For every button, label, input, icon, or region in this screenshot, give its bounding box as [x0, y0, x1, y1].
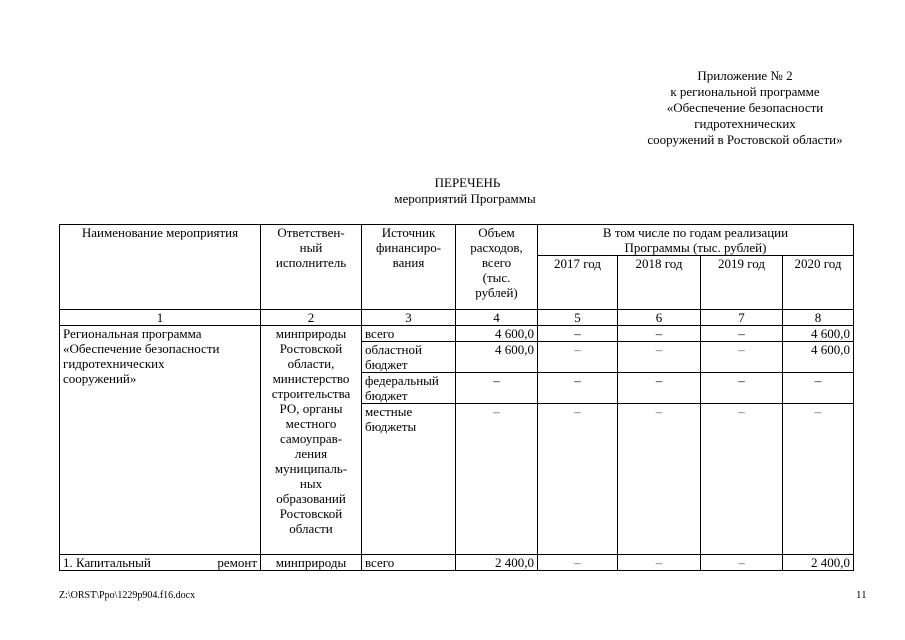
footer-page-number: 11 [856, 589, 867, 601]
column-number-row [60, 310, 854, 326]
column-number: 8 [783, 310, 854, 326]
header-years-group: В том числе по годам реализации Программы (тыс. рублей) [538, 225, 854, 256]
y2017-cell: – [538, 404, 618, 555]
header-2017: 2017 год [538, 256, 618, 310]
y2019-cell: – [701, 342, 783, 373]
total-cell: 4 600,0 [456, 342, 538, 373]
y2019-cell: – [701, 326, 783, 342]
total-cell: – [456, 404, 538, 555]
y2017-cell: – [538, 373, 618, 404]
program-responsible-cell: минприроды Ростовской области, министерство строительства РО, органы местного самоуправ- ления муниципаль- ных образований Ростовской области [261, 326, 362, 555]
title-sub: мероприятий Программы [394, 191, 536, 206]
footer-file-path: Z:\ORST\Ppo\1229p904.f16.docx [59, 590, 196, 601]
table-header-row [60, 225, 854, 256]
program-name-cell: Региональная программа «Обеспечение безопасности гидротехнических сооружений» [60, 326, 261, 555]
appendix-line-5: сооружений в Ростовской области» [647, 132, 843, 147]
total-cell: – [456, 373, 538, 404]
y2018-cell: – [618, 326, 701, 342]
y2020-cell: 2 400,0 [783, 555, 854, 571]
source-cell: федеральный бюджет [362, 373, 456, 404]
appendix-header [595, 68, 895, 148]
source-cell: областной бюджет [362, 342, 456, 373]
y2019-cell: – [701, 555, 783, 571]
header-volume: Объем расходов, всего (тыс. рублей) [456, 225, 538, 310]
appendix-line-4: гидротехнических [694, 116, 796, 131]
column-number: 2 [261, 310, 362, 326]
item-name-left: 1. Капитальный [63, 555, 151, 570]
total-cell: 2 400,0 [456, 555, 538, 571]
table-row [60, 555, 854, 571]
y2020-cell: – [783, 373, 854, 404]
y2019-cell: – [701, 404, 783, 555]
table-row [60, 326, 854, 342]
y2018-cell: – [618, 404, 701, 555]
column-number: 3 [362, 310, 456, 326]
item-name-cell [60, 555, 261, 571]
header-2018: 2018 год [618, 256, 701, 310]
item-name-right: ремонт [217, 555, 257, 570]
appendix-line-3: «Обеспечение безопасности [666, 100, 824, 115]
column-number: 1 [60, 310, 261, 326]
y2017-cell: – [538, 326, 618, 342]
y2020-cell: – [783, 404, 854, 555]
source-cell: всего [362, 555, 456, 571]
total-cell: 4 600,0 [456, 326, 538, 342]
source-cell: всего [362, 326, 456, 342]
header-2020: 2020 год [783, 256, 854, 310]
y2018-cell: – [618, 373, 701, 404]
y2018-cell: – [618, 555, 701, 571]
appendix-line-2: к региональной программе [670, 84, 820, 99]
y2020-cell: 4 600,0 [783, 342, 854, 373]
y2020-cell: 4 600,0 [783, 326, 854, 342]
column-number: 7 [701, 310, 783, 326]
column-number: 4 [456, 310, 538, 326]
appendix-line-1: Приложение № 2 [697, 68, 793, 83]
header-responsible: Ответствен- ный исполнитель [261, 225, 362, 310]
y2017-cell: – [538, 342, 618, 373]
y2017-cell: – [538, 555, 618, 571]
column-number: 6 [618, 310, 701, 326]
y2019-cell: – [701, 373, 783, 404]
title-main: ПЕРЕЧЕНЬ [434, 175, 501, 190]
header-2019: 2019 год [701, 256, 783, 310]
source-cell: местные бюджеты [362, 404, 456, 555]
y2018-cell: – [618, 342, 701, 373]
header-source: Источник финансиро- вания [362, 225, 456, 310]
measures-table [59, 224, 854, 571]
document-title [0, 175, 905, 207]
column-number: 5 [538, 310, 618, 326]
item-responsible-cell: минприроды [261, 555, 362, 571]
header-name: Наименование мероприятия [60, 225, 261, 310]
